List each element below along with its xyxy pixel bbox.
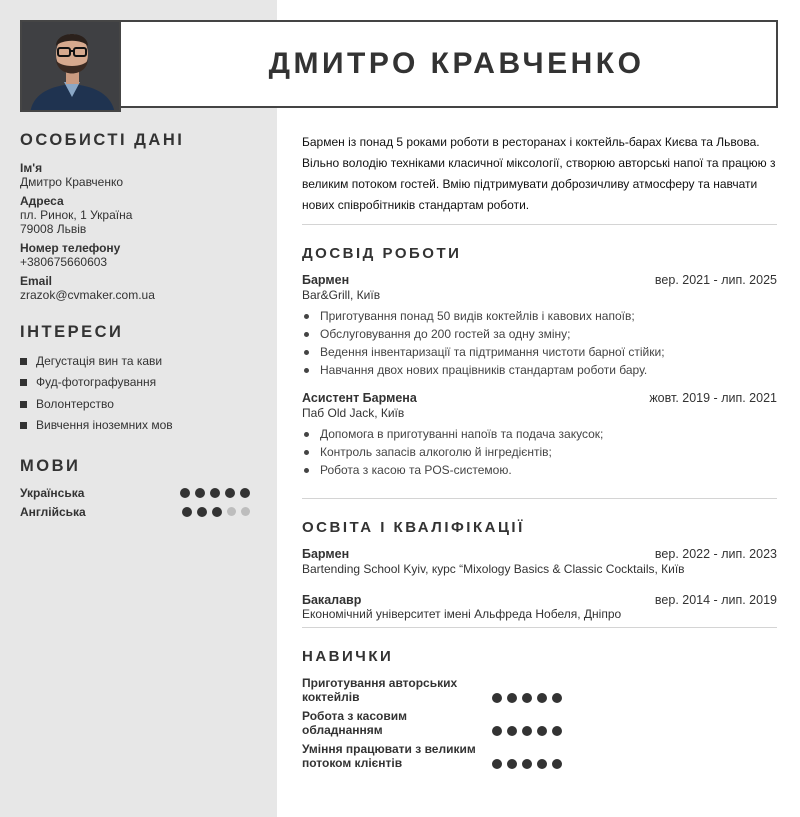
name-label: Ім'я [20, 161, 43, 175]
dot-filled-icon [182, 507, 192, 517]
profile-summary: Бармен із понад 5 роками роботи в ресторанах і коктейль-барах Києва та Львова. Вільно володію техніками класичної міксології, створюю авторські напої та працюю з великим потоком гостей. Вмію підтримувати доброзичливу атмосферу та навчати нових співробітників стандартам роботи. [302, 135, 776, 212]
dot-empty-icon [241, 507, 250, 516]
dot-filled-icon [210, 488, 220, 498]
interest-item: Фуд-фотографування [20, 375, 156, 389]
divider [302, 224, 777, 225]
job-bullets [302, 307, 665, 379]
list-item: Навчання двох нових працівників стандартам роботи бару. [302, 361, 665, 379]
skill-name: Уміння працювати з великим потоком клієнтів [302, 742, 476, 770]
square-bullet-icon [20, 379, 27, 386]
dot-filled-icon [240, 488, 250, 498]
bullet-icon [304, 468, 309, 473]
language-level-dots [182, 507, 250, 517]
job-header [302, 391, 777, 405]
square-bullet-icon [20, 422, 27, 429]
education-section-title: ОСВІТА І КВАЛІФІКАЦІЇ [302, 519, 525, 536]
interests-section-title: ІНТЕРЕСИ [20, 323, 124, 341]
bullet-icon [304, 332, 309, 337]
education-title: Бармен [302, 547, 350, 561]
dot-filled-icon [522, 693, 532, 703]
bullet-icon [304, 368, 309, 373]
skill-row [302, 676, 562, 704]
list-item: Робота з касою та POS-системою. [302, 461, 603, 479]
list-item: Ведення інвентаризації та підтримання чистоти барної стійки; [302, 343, 665, 361]
dot-filled-icon [180, 488, 190, 498]
education-title: Бакалавр [302, 593, 362, 607]
education-header [302, 593, 777, 607]
divider [302, 627, 777, 628]
dot-filled-icon [552, 726, 562, 736]
address-label: Адреса [20, 194, 64, 208]
address-line2: 79008 Львів [20, 222, 87, 236]
dot-filled-icon [492, 726, 502, 736]
phone-label: Номер телефону [20, 241, 121, 255]
name-value: Дмитро Кравченко [20, 175, 124, 189]
list-item: Приготування понад 50 видів коктейлів і кавових напоїв; [302, 307, 665, 325]
interest-item: Вивчення іноземних мов [20, 418, 173, 432]
education-institution: Економічний університет імені Альфреда Нобеля, Дніпро [302, 607, 622, 621]
divider [302, 498, 777, 499]
experience-section-title: ДОСВІД РОБОТИ [302, 245, 462, 262]
dot-empty-icon [227, 507, 236, 516]
dot-filled-icon [197, 507, 207, 517]
bullet-icon [304, 314, 309, 319]
education-dates: вер. 2022 - лип. 2023 [654, 547, 777, 561]
bullet-icon [304, 350, 309, 355]
interest-item: Волонтерство [20, 397, 114, 411]
skill-name: Приготування авторських коктейлів [302, 676, 458, 704]
languages-section-title: МОВИ [20, 457, 81, 475]
dot-filled-icon [522, 759, 532, 769]
skill-row [302, 742, 562, 770]
dot-filled-icon [492, 693, 502, 703]
dot-filled-icon [212, 507, 222, 517]
skill-level-dots [492, 759, 562, 769]
bullet-icon [304, 450, 309, 455]
job-title: Асистент Бармена [302, 391, 417, 405]
interest-item: Дегустація вин та кави [20, 354, 162, 368]
name-header [119, 20, 778, 108]
dot-filled-icon [537, 759, 547, 769]
language-name: Англійська [20, 505, 86, 519]
list-item: Допомога в приготуванні напоїв та подача закусок; [302, 425, 603, 443]
language-name: Українська [20, 486, 85, 500]
education-header [302, 547, 777, 561]
list-item: Обслуговування до 200 гостей за одну зміну; [302, 325, 665, 343]
education-institution: Bartending School Kyiv, курс “Mixology Basics & Classic Cocktails, Київ [302, 562, 685, 576]
phone-value: +380675660603 [20, 255, 108, 269]
job-dates: вер. 2021 - лип. 2025 [654, 273, 777, 287]
job-bullets [302, 425, 603, 479]
dot-filled-icon [552, 759, 562, 769]
skill-level-dots [492, 726, 562, 736]
skill-row [302, 709, 562, 737]
dot-filled-icon [537, 726, 547, 736]
skill-level-dots [492, 693, 562, 703]
skills-section-title: НАВИЧКИ [302, 648, 394, 665]
language-level-dots [180, 488, 250, 498]
square-bullet-icon [20, 401, 27, 408]
email-value: zrazok@cvmaker.com.ua [20, 288, 155, 302]
job-dates: жовт. 2019 - лип. 2021 [649, 391, 777, 405]
person-photo-icon [22, 22, 121, 112]
profile-photo [20, 20, 121, 112]
language-row [20, 486, 250, 500]
job-company: Паб Old Jack, Київ [302, 406, 405, 420]
dot-filled-icon [552, 693, 562, 703]
dot-filled-icon [195, 488, 205, 498]
dot-filled-icon [507, 726, 517, 736]
email-label: Email [20, 274, 53, 288]
skill-name: Робота з касовим обладнанням [302, 709, 407, 737]
address-line1: пл. Ринок, 1 Україна [20, 208, 133, 222]
job-header [302, 273, 777, 287]
dot-filled-icon [225, 488, 235, 498]
personal-section-title: ОСОБИСТІ ДАНІ [20, 131, 185, 149]
education-dates: вер. 2014 - лип. 2019 [654, 593, 777, 607]
dot-filled-icon [507, 759, 517, 769]
full-name: ДМИТРО КРАВЧЕНКО [268, 47, 645, 80]
bullet-icon [304, 432, 309, 437]
dot-filled-icon [492, 759, 502, 769]
list-item: Контроль запасів алкоголю й інгредієнтів; [302, 443, 603, 461]
square-bullet-icon [20, 358, 27, 365]
job-title: Бармен [302, 273, 350, 287]
job-company: Bar&Grill, Київ [302, 288, 381, 302]
dot-filled-icon [507, 693, 517, 703]
dot-filled-icon [537, 693, 547, 703]
language-row [20, 505, 250, 519]
dot-filled-icon [522, 726, 532, 736]
